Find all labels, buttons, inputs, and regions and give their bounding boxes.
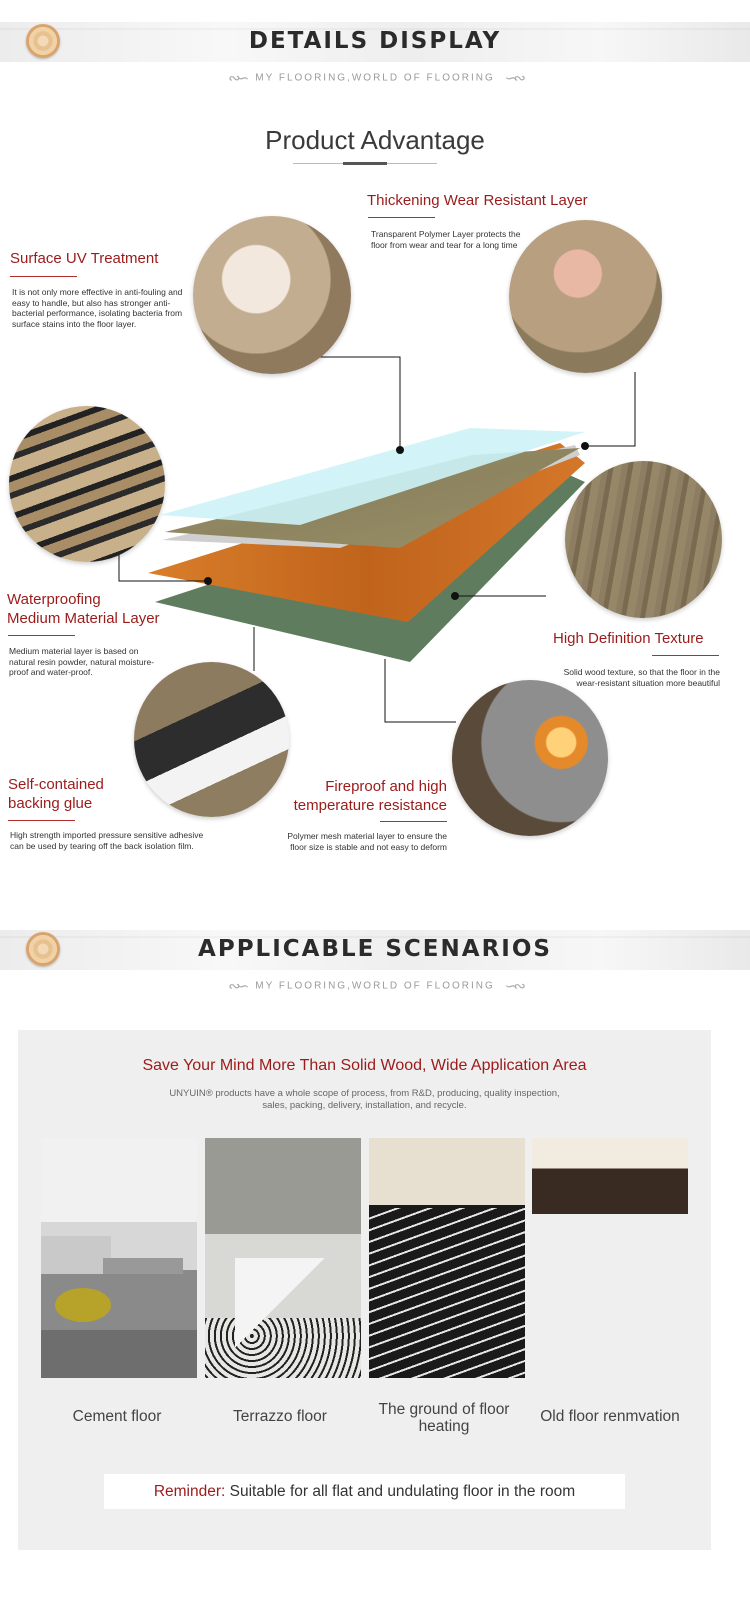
feature-rule-uv [10,276,77,277]
feature-title-waterproof [7,590,160,628]
wear-layer-photo [509,220,662,373]
feature-desc-texture: Solid wood texture, so that the floor in the wear-resistant situation more beautiful [563,667,720,688]
section-title: APPLICABLE SCENARIOS [198,936,552,962]
feature-title-texture: High Definition Texture [553,630,704,647]
hd-texture-photo [565,461,722,618]
scenarios-title: Save Your Mind More Than Solid Wood, Wide Application Area [142,1057,587,1074]
feature-desc-uv: It is not only more effective in anti-fouling and easy to handle, but also has stronger anti-bacterial performance, isolating bacteria from surface stains into the floor layer. [12,287,183,329]
title-line: Self-contained [8,776,104,793]
section-title: DETAILS DISPLAY [248,28,502,54]
reminder-label: Reminder: [153,1483,226,1500]
feature-desc-wear: Transparent Polymer Layer protects the floor from wear and tear for a long time [371,229,521,250]
scene-photo-renovation [532,1138,688,1378]
feature-title-fireproof [264,777,447,815]
scene-label-heating [359,1401,529,1435]
title-line: backing glue [8,795,93,812]
reminder-box [104,1474,625,1509]
uv-treatment-photo [193,216,351,374]
label-line: The ground of floor [378,1401,510,1418]
left-ornament-icon: ∾∽ [228,977,246,995]
label-line: heating [418,1418,470,1435]
scene-label-terrazzo: Terrazzo floor [233,1408,327,1425]
feature-rule-wear [368,217,435,218]
scene-photo-terrazzo [205,1138,361,1378]
feature-desc-fireproof: Polymer mesh material layer to ensure the floor size is stable and not easy to deform [287,831,447,852]
feature-title-backing [8,775,104,813]
subtitle-text: MY FLOORING,WORLD OF FLOORING [255,72,495,84]
feature-desc-waterproof: Medium material layer is based on natural resin powder, natural moisture-proof and water-proof. [9,646,155,677]
scene-photo-heating [369,1138,525,1378]
waterproof-layer-photo [9,406,165,562]
scene-label-renovation: Old floor renmvation [540,1408,680,1425]
reminder-text: Suitable for all flat and undulating floor in the room [225,1483,576,1500]
left-ornament-icon: ∾∽ [228,69,246,87]
feature-title-uv: Surface UV Treatment [10,250,159,267]
feature-title-wear: Thickening Wear Resistant Layer [367,192,588,209]
product-advantage-title: Product Advantage [265,125,485,155]
scene-label-cement: Cement floor [72,1408,162,1425]
fireproof-photo [452,680,608,836]
feature-desc-backing: High strength imported pressure sensitive adhesive can be used by tearing off the back isolation film. [10,830,204,851]
feature-rule-backing [8,820,75,821]
title-line: Medium Material Layer [7,610,160,627]
right-ornament-icon: ∽∾ [504,977,522,995]
scenarios-description: UNYUIN® products have a whole scope of process, from R&D, producing, quality inspection, sales, packing, delivery, installation, and recycle. [169,1088,560,1111]
title-line: Waterproofing [7,591,101,608]
right-ornament-icon: ∽∾ [504,69,522,87]
scenarios-panel [18,1030,711,1550]
feature-rule-texture [652,655,719,656]
scene-photo-cement [41,1138,197,1378]
subtitle-text: MY FLOORING,WORLD OF FLOORING [255,980,495,992]
title-line: temperature resistance [293,797,447,814]
section-header-scenarios [0,930,750,970]
title-line: Fireproof and high [325,778,447,795]
feature-rule-fireproof [380,821,447,822]
feature-rule-waterproof [8,635,75,636]
section-subtitle [0,977,750,995]
